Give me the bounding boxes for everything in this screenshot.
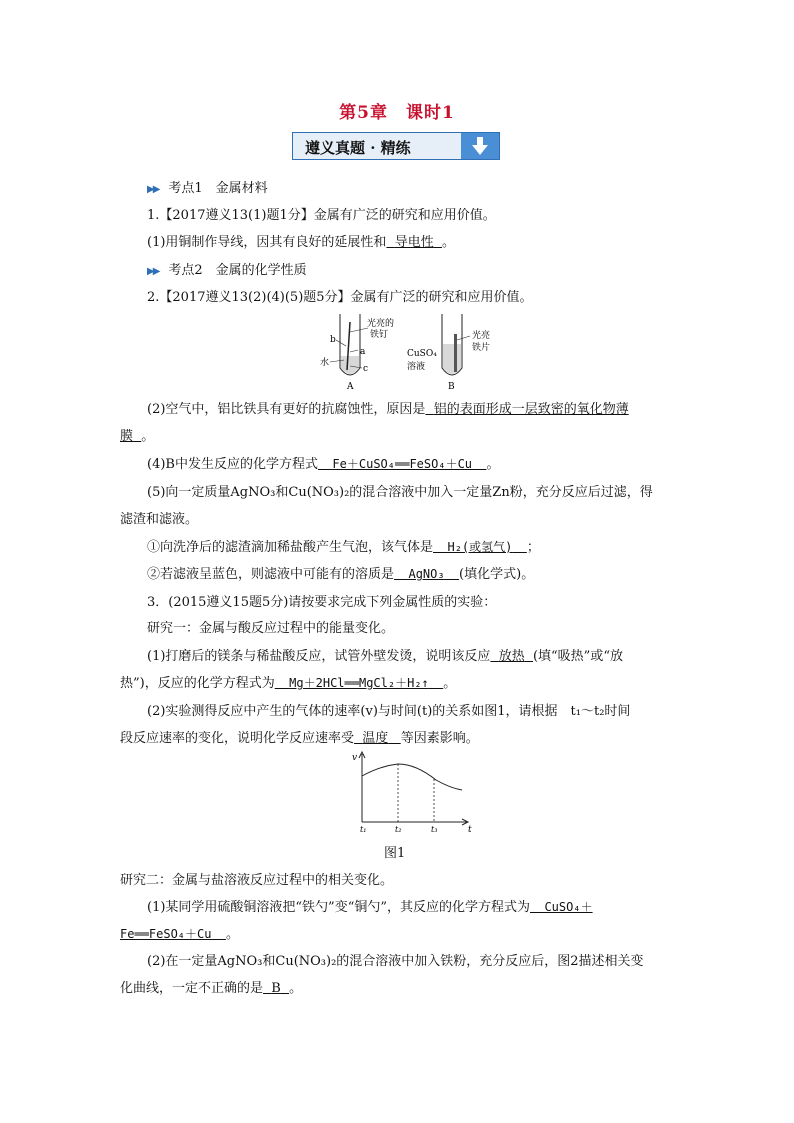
axis-label-t: t xyxy=(468,825,472,834)
q3-r1-part1-line2: 热”)，反应的化学方程式为 Mg＋2HCl══MgCl₂＋H₂↑ 。 xyxy=(120,676,457,691)
q2-part5-line2: 滤渣和滤液。 xyxy=(120,512,199,527)
q3-r1-part2: (2)实验测得反应中产生的气体的速率(v)与时间(t)的关系如图1，请根据 t₁～t₂时间 xyxy=(147,704,631,719)
q2-part5-line1: (5)向一定质量AgNO₃和Cu(NO₃)₂的混合溶液中加入一定量Zn粉，充分反应后过滤，得 xyxy=(147,485,653,500)
q3-r2-part1: (1)某同学用硫酸铜溶液把“铁勺”变“铜勺”，其反应的化学方程式为 CuSO₄＋ xyxy=(147,900,593,915)
label-cuso4: CuSO₄ xyxy=(407,349,437,359)
label-c: c xyxy=(363,364,369,374)
q3-r2-part2: (2)在一定量AgNO₃和Cu(NO₃)₂的混合溶液中加入铁粉，充分反应后，图2描述相关变 xyxy=(147,954,644,969)
label-water: 水 xyxy=(320,358,330,368)
label-b: b xyxy=(330,335,336,345)
answer-blank: H₂(或氢气) xyxy=(447,540,513,554)
figure1-caption: 图1 xyxy=(384,846,406,861)
q3-stem: 3．(2015遵义15题5分)请按要求完成下列金属性质的实验： xyxy=(147,595,497,610)
down-arrow-icon xyxy=(461,133,499,159)
section-banner xyxy=(292,132,500,160)
q3-r1-part1: (1)打磨后的镁条与稀盐酸反应，试管外壁发烫，说明该反应 放热 (填“吸热”或“放 xyxy=(147,649,623,664)
answer-blank: Mg＋2HCl══MgCl₂＋H₂↑ xyxy=(289,676,429,690)
q2-part4: (4)B中发生反应的化学方程式 Fe＋CuSO₄══FeSO₄＋Cu 。 xyxy=(147,457,500,472)
label-b-caption: B xyxy=(448,382,455,392)
q3-r2-part1-line2: Fe══FeSO₄＋Cu 。 xyxy=(120,927,239,942)
q2-part2-line1: (2)空气中，铝比铁具有更好的抗腐蚀性，原因是 铝的表面形成一层致密的氧化物薄 xyxy=(147,402,629,417)
q3-r2-part2-line2: 化曲线，一定不正确的是 B 。 xyxy=(120,981,303,996)
q3-research2: 研究二：金属与盐溶液反应过程中的相关变化。 xyxy=(120,873,394,888)
q2-circle1: ①向洗净后的滤渣滴加稀盐酸产生气泡，该气体是 H₂(或氢气) ； xyxy=(147,540,540,555)
page-title: 第5章 课时1 xyxy=(339,103,455,123)
answer-blank: 导电性 xyxy=(394,235,434,250)
label-plate1: 光亮 xyxy=(472,331,491,341)
q3-r1-part2-line2: 段反应速率的变化，说明化学反应速率受 温度 等因素影响。 xyxy=(120,731,479,746)
test-tube-figure xyxy=(320,310,510,392)
label-nail2: 铁钉 xyxy=(370,330,389,340)
kp1-label: 考点1 金属材料 xyxy=(168,181,268,196)
tick-t3: t₃ xyxy=(431,825,438,834)
rate-time-graph xyxy=(350,750,480,834)
answer-blank: CuSO₄＋ xyxy=(544,900,593,914)
q2-part2-line2: 膜 。 xyxy=(120,429,155,444)
banner-label: 遵义真题 · 精练 xyxy=(305,139,411,157)
label-solution: 溶液 xyxy=(407,362,426,372)
answer-blank: Fe＋CuSO₄══FeSO₄＋Cu xyxy=(332,457,473,471)
rate-curve xyxy=(362,764,462,790)
answer-blank: 温度 xyxy=(362,731,389,746)
q1-stem: 1.【2017遵义13(1)题1分】金属有广泛的研究和应用价值。 xyxy=(147,208,496,223)
answer-blank: Fe══FeSO₄＋Cu xyxy=(120,927,212,941)
tick-t1: t₁ xyxy=(360,825,367,834)
section-heading-kp2 xyxy=(147,259,307,278)
label-plate2: 铁片 xyxy=(472,343,491,353)
axis-label-v: v xyxy=(352,753,358,763)
label-a: a xyxy=(360,347,366,357)
label-nail: 光亮的 xyxy=(367,319,395,329)
q1-part1: (1)用铜制作导线，因其有良好的延展性和 导电性 。 xyxy=(147,235,455,250)
q2-circle2: ②若滤液呈蓝色，则滤液中可能有的溶质是 AgNO₃ (填化学式)。 xyxy=(147,567,535,582)
answer-blank: AgNO₃ xyxy=(408,567,445,581)
double-triangle-icon: ▶▶ xyxy=(147,266,159,277)
answer-blank: 铝的表面形成一层致密的氧化物薄 xyxy=(433,402,629,417)
q3-research1: 研究一：金属与酸反应过程中的能量变化。 xyxy=(147,621,395,636)
label-a-caption: A xyxy=(347,382,354,392)
section-heading-kp1 xyxy=(147,177,268,196)
answer-blank: 膜 xyxy=(120,429,134,444)
answer-blank: B xyxy=(271,981,281,996)
answer-blank: 放热 xyxy=(498,649,525,664)
kp2-label: 考点2 金属的化学性质 xyxy=(168,263,307,278)
q2-stem: 2.【2017遵义13(2)(4)(5)题5分】金属有广泛的研究和应用价值。 xyxy=(147,290,533,305)
double-triangle-icon: ▶▶ xyxy=(147,184,159,195)
tick-t2: t₂ xyxy=(395,825,402,834)
